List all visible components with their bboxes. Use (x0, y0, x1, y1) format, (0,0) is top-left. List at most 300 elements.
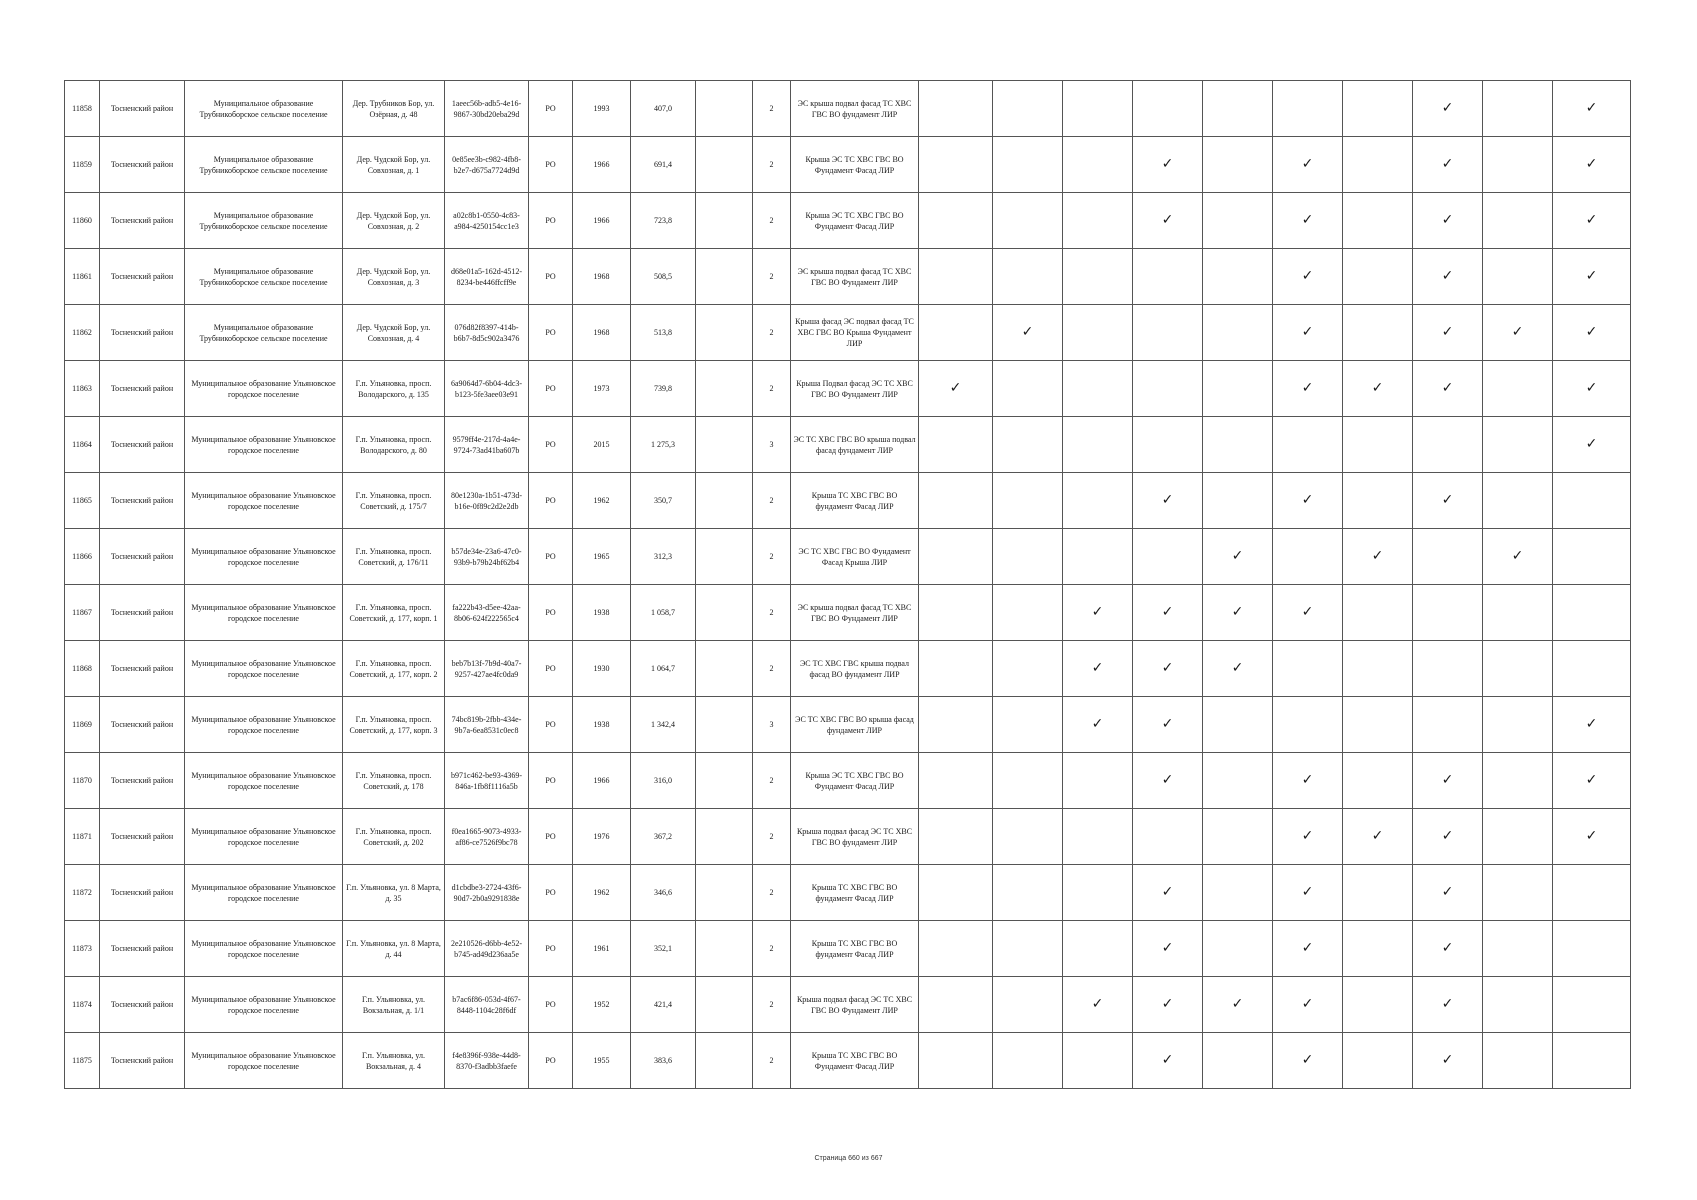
check-cell-5 (1203, 305, 1273, 361)
check-mark-icon: ✓ (1441, 940, 1454, 956)
cell-id: 11864 (65, 417, 100, 473)
check-cell-4 (1133, 865, 1203, 921)
check-cell-2 (993, 809, 1063, 865)
cell-guid: 74bc819b-2fbb-434e-9b7a-6ea8531c0ec8 (445, 697, 529, 753)
cell-guid: 80e1230a-1b51-473d-b16e-0f89c2d2e2db (445, 473, 529, 529)
table-row (65, 361, 1631, 417)
cell-works: ЭС ТС ХВС ГВС ВО крыша фасад фундамент ЛИР (791, 697, 919, 753)
cell-id: 11863 (65, 361, 100, 417)
cell-guid: d1cbdbe3-2724-43f6-90d7-2b0a9291838e (445, 865, 529, 921)
cell-floors: 2 (753, 473, 791, 529)
check-mark-icon: ✓ (1231, 660, 1244, 676)
cell-year: 1968 (573, 305, 631, 361)
cell-works: Крыша ЭС ТС ХВС ГВС ВО Фундамент Фасад ЛИР (791, 753, 919, 809)
check-cell-8 (1413, 529, 1483, 585)
cell-district: Тосненский район (100, 361, 185, 417)
check-cell-2 (993, 137, 1063, 193)
check-cell-8 (1413, 1033, 1483, 1089)
check-mark-icon: ✓ (1161, 156, 1174, 172)
check-cell-10 (1553, 305, 1631, 361)
check-mark-icon: ✓ (1301, 492, 1314, 508)
cell-id: 11872 (65, 865, 100, 921)
check-mark-icon: ✓ (1441, 324, 1454, 340)
check-mark-icon: ✓ (1231, 548, 1244, 564)
check-cell-10 (1553, 81, 1631, 137)
check-cell-4 (1133, 305, 1203, 361)
cell-municipality: Муниципальное образование Ульяновское городское поселение (185, 641, 343, 697)
check-mark-icon: ✓ (1441, 1052, 1454, 1068)
cell-guid: fa222b43-d5ee-42aa-8b06-624f222565c4 (445, 585, 529, 641)
cell-works: ЭС ТС ХВС ГВС крыша подвал фасад ВО фундамент ЛИР (791, 641, 919, 697)
cell-address: Г.п. Ульяновка, просп. Володарского, д. 135 (343, 361, 445, 417)
check-cell-3 (1063, 641, 1133, 697)
cell-district: Тосненский район (100, 697, 185, 753)
cell-type: РО (529, 473, 573, 529)
cell-floors: 2 (753, 809, 791, 865)
check-cell-8 (1413, 81, 1483, 137)
check-cell-2 (993, 697, 1063, 753)
cell-area: 352,1 (631, 921, 696, 977)
cell-works: ЭС ТС ХВС ГВС ВО Фундамент Фасад Крыша ЛИР (791, 529, 919, 585)
check-cell-8 (1413, 697, 1483, 753)
check-cell-2 (993, 417, 1063, 473)
check-cell-8 (1413, 977, 1483, 1033)
check-cell-10 (1553, 585, 1631, 641)
cell-district: Тосненский район (100, 809, 185, 865)
check-cell-2 (993, 81, 1063, 137)
table-row (65, 921, 1631, 977)
table-row (65, 641, 1631, 697)
table-row (65, 697, 1631, 753)
cell-id: 11870 (65, 753, 100, 809)
check-mark-icon: ✓ (1301, 380, 1314, 396)
cell-works: Крыша Подвал фасад ЭС ТС ХВС ГВС ВО Фундамент ЛИР (791, 361, 919, 417)
cell-extra (696, 1033, 753, 1089)
cell-address: Г.п. Ульяновка, ул. 8 Марта, д. 44 (343, 921, 445, 977)
check-mark-icon: ✓ (1301, 996, 1314, 1012)
cell-year: 1962 (573, 865, 631, 921)
cell-works: Крыша ТС ХВС ГВС ВО фундамент Фасад ЛИР (791, 921, 919, 977)
check-cell-1 (919, 137, 993, 193)
check-mark-icon: ✓ (1021, 324, 1034, 340)
cell-municipality: Муниципальное образование Ульяновское городское поселение (185, 697, 343, 753)
check-mark-icon: ✓ (1161, 492, 1174, 508)
check-cell-10 (1553, 697, 1631, 753)
table-row (65, 977, 1631, 1033)
cell-extra (696, 473, 753, 529)
check-cell-6 (1273, 529, 1343, 585)
cell-municipality: Муниципальное образование Ульяновское городское поселение (185, 1033, 343, 1089)
cell-area: 407,0 (631, 81, 696, 137)
check-cell-1 (919, 921, 993, 977)
check-mark-icon: ✓ (1585, 156, 1598, 172)
check-cell-3 (1063, 137, 1133, 193)
check-cell-10 (1553, 1033, 1631, 1089)
check-cell-9 (1483, 305, 1553, 361)
check-cell-3 (1063, 865, 1133, 921)
cell-district: Тосненский район (100, 193, 185, 249)
check-cell-9 (1483, 1033, 1553, 1089)
cell-area: 1 275,3 (631, 417, 696, 473)
table-row (65, 1033, 1631, 1089)
check-cell-4 (1133, 529, 1203, 585)
cell-id: 11862 (65, 305, 100, 361)
cell-extra (696, 361, 753, 417)
cell-year: 1966 (573, 137, 631, 193)
cell-address: Г.п. Ульяновка, просп. Советский, д. 177, корп. 1 (343, 585, 445, 641)
cell-works: ЭС крыша подвал фасад ТС ХВС ГВС ВО фундамент ЛИР (791, 81, 919, 137)
cell-extra (696, 697, 753, 753)
table-row (65, 809, 1631, 865)
table-row (65, 81, 1631, 137)
check-cell-6 (1273, 585, 1343, 641)
cell-extra (696, 641, 753, 697)
check-cell-4 (1133, 137, 1203, 193)
cell-type: РО (529, 585, 573, 641)
cell-id: 11861 (65, 249, 100, 305)
check-cell-3 (1063, 921, 1133, 977)
check-mark-icon: ✓ (1301, 772, 1314, 788)
cell-id: 11865 (65, 473, 100, 529)
check-cell-4 (1133, 641, 1203, 697)
check-mark-icon: ✓ (1161, 940, 1174, 956)
cell-area: 316,0 (631, 753, 696, 809)
cell-floors: 2 (753, 361, 791, 417)
check-cell-1 (919, 529, 993, 585)
check-cell-5 (1203, 753, 1273, 809)
cell-id: 11867 (65, 585, 100, 641)
check-mark-icon: ✓ (1301, 212, 1314, 228)
cell-floors: 2 (753, 1033, 791, 1089)
check-cell-1 (919, 81, 993, 137)
check-mark-icon: ✓ (1441, 884, 1454, 900)
cell-guid: 6a9064d7-6b04-4dc3-b123-5fe3aee03e91 (445, 361, 529, 417)
page-footer: Страница 660 из 667 (814, 1155, 883, 1162)
check-mark-icon: ✓ (1091, 996, 1104, 1012)
table-row (65, 585, 1631, 641)
check-cell-1 (919, 977, 993, 1033)
cell-type: РО (529, 361, 573, 417)
cell-guid: b57de34e-23a6-47c0-93b9-b79b24bf62b4 (445, 529, 529, 585)
check-cell-2 (993, 1033, 1063, 1089)
cell-municipality: Муниципальное образование Ульяновское городское поселение (185, 361, 343, 417)
check-cell-6 (1273, 641, 1343, 697)
cell-area: 383,6 (631, 1033, 696, 1089)
cell-municipality: Муниципальное образование Ульяновское городское поселение (185, 417, 343, 473)
cell-extra (696, 529, 753, 585)
check-cell-2 (993, 193, 1063, 249)
check-cell-8 (1413, 921, 1483, 977)
check-cell-1 (919, 585, 993, 641)
table-row (65, 529, 1631, 585)
cell-area: 421,4 (631, 977, 696, 1033)
cell-extra (696, 81, 753, 137)
check-cell-4 (1133, 473, 1203, 529)
check-cell-4 (1133, 193, 1203, 249)
check-cell-5 (1203, 81, 1273, 137)
cell-year: 1962 (573, 473, 631, 529)
cell-type: РО (529, 137, 573, 193)
check-cell-3 (1063, 585, 1133, 641)
cell-type: РО (529, 865, 573, 921)
cell-extra (696, 417, 753, 473)
check-cell-10 (1553, 753, 1631, 809)
check-mark-icon: ✓ (1091, 716, 1104, 732)
check-mark-icon: ✓ (1161, 660, 1174, 676)
check-mark-icon: ✓ (1301, 156, 1314, 172)
check-cell-6 (1273, 865, 1343, 921)
cell-works: ЭС ТС ХВС ГВС ВО крыша подвал фасад фундамент ЛИР (791, 417, 919, 473)
cell-type: РО (529, 305, 573, 361)
check-cell-9 (1483, 809, 1553, 865)
check-cell-9 (1483, 529, 1553, 585)
check-mark-icon: ✓ (1511, 324, 1524, 340)
check-mark-icon: ✓ (1301, 268, 1314, 284)
check-cell-9 (1483, 193, 1553, 249)
cell-type: РО (529, 977, 573, 1033)
check-cell-10 (1553, 249, 1631, 305)
check-cell-2 (993, 529, 1063, 585)
check-cell-8 (1413, 137, 1483, 193)
check-cell-2 (993, 865, 1063, 921)
check-cell-3 (1063, 753, 1133, 809)
cell-area: 723,8 (631, 193, 696, 249)
check-cell-4 (1133, 249, 1203, 305)
cell-district: Тосненский район (100, 641, 185, 697)
cell-works: Крыша ТС ХВС ГВС ВО фундамент Фасад ЛИР (791, 473, 919, 529)
cell-address: Г.п. Ульяновка, просп. Советский, д. 178 (343, 753, 445, 809)
cell-area: 1 058,7 (631, 585, 696, 641)
cell-extra (696, 753, 753, 809)
check-cell-4 (1133, 809, 1203, 865)
cell-floors: 2 (753, 641, 791, 697)
check-cell-7 (1343, 473, 1413, 529)
check-cell-3 (1063, 305, 1133, 361)
check-mark-icon: ✓ (1231, 604, 1244, 620)
check-cell-6 (1273, 417, 1343, 473)
cell-guid: a02c8b1-0550-4c83-a984-4250154cc1e3 (445, 193, 529, 249)
cell-id: 11874 (65, 977, 100, 1033)
cell-address: Г.п. Ульяновка, просп. Володарского, д. 80 (343, 417, 445, 473)
cell-year: 1966 (573, 193, 631, 249)
check-mark-icon: ✓ (1301, 1052, 1314, 1068)
check-cell-9 (1483, 249, 1553, 305)
check-cell-10 (1553, 641, 1631, 697)
cell-municipality: Муниципальное образование Ульяновское городское поселение (185, 809, 343, 865)
check-cell-5 (1203, 641, 1273, 697)
check-mark-icon: ✓ (1585, 100, 1598, 116)
check-cell-9 (1483, 921, 1553, 977)
cell-district: Тосненский район (100, 249, 185, 305)
check-cell-5 (1203, 1033, 1273, 1089)
check-cell-9 (1483, 753, 1553, 809)
cell-year: 1993 (573, 81, 631, 137)
check-cell-5 (1203, 137, 1273, 193)
cell-works: Крыша ЭС ТС ХВС ГВС ВО Фундамент Фасад ЛИР (791, 193, 919, 249)
cell-area: 739,8 (631, 361, 696, 417)
check-cell-2 (993, 921, 1063, 977)
check-mark-icon: ✓ (1161, 996, 1174, 1012)
cell-type: РО (529, 81, 573, 137)
check-mark-icon: ✓ (1371, 828, 1384, 844)
cell-municipality: Муниципальное образование Ульяновское городское поселение (185, 921, 343, 977)
check-cell-7 (1343, 137, 1413, 193)
table-row (65, 753, 1631, 809)
cell-area: 513,8 (631, 305, 696, 361)
cell-works: Крыша ЭС ТС ХВС ГВС ВО Фундамент Фасад ЛИР (791, 137, 919, 193)
check-mark-icon: ✓ (1585, 772, 1598, 788)
check-cell-1 (919, 641, 993, 697)
cell-address: Дер. Чудской Бор, ул. Совхозная, д. 2 (343, 193, 445, 249)
cell-floors: 2 (753, 585, 791, 641)
cell-year: 1968 (573, 249, 631, 305)
check-cell-1 (919, 193, 993, 249)
table-row (65, 249, 1631, 305)
cell-guid: f0ea1665-9073-4933-af86-ce7526f9bc78 (445, 809, 529, 865)
check-mark-icon: ✓ (1585, 380, 1598, 396)
check-mark-icon: ✓ (1585, 828, 1598, 844)
cell-type: РО (529, 529, 573, 585)
cell-address: Г.п. Ульяновка, ул. 8 Марта, д. 35 (343, 865, 445, 921)
cell-id: 11866 (65, 529, 100, 585)
check-mark-icon: ✓ (1161, 716, 1174, 732)
check-mark-icon: ✓ (1441, 212, 1454, 228)
check-mark-icon: ✓ (1301, 324, 1314, 340)
check-cell-3 (1063, 473, 1133, 529)
cell-district: Тосненский район (100, 1033, 185, 1089)
check-cell-3 (1063, 529, 1133, 585)
check-cell-5 (1203, 865, 1273, 921)
check-mark-icon: ✓ (1585, 436, 1598, 452)
check-cell-2 (993, 249, 1063, 305)
check-cell-5 (1203, 697, 1273, 753)
check-mark-icon: ✓ (1441, 380, 1454, 396)
check-cell-4 (1133, 921, 1203, 977)
cell-id: 11871 (65, 809, 100, 865)
cell-area: 346,6 (631, 865, 696, 921)
check-mark-icon: ✓ (1585, 268, 1598, 284)
check-cell-7 (1343, 529, 1413, 585)
check-cell-10 (1553, 809, 1631, 865)
cell-id: 11868 (65, 641, 100, 697)
cell-type: РО (529, 193, 573, 249)
cell-works: Крыша подвал фасад ЭС ТС ХВС ГВС ВО Фундамент ЛИР (791, 977, 919, 1033)
check-cell-6 (1273, 977, 1343, 1033)
check-cell-8 (1413, 641, 1483, 697)
cell-address: Г.п. Ульяновка, ул. Вокзальная, д. 1/1 (343, 977, 445, 1033)
cell-year: 1966 (573, 753, 631, 809)
cell-guid: b971c462-be93-4369-846a-1fb8f1116a5b (445, 753, 529, 809)
cell-type: РО (529, 249, 573, 305)
cell-floors: 2 (753, 529, 791, 585)
check-cell-3 (1063, 81, 1133, 137)
check-cell-5 (1203, 361, 1273, 417)
check-cell-2 (993, 473, 1063, 529)
check-mark-icon: ✓ (1161, 1052, 1174, 1068)
cell-year: 1952 (573, 977, 631, 1033)
cell-address: Дер. Чудской Бор, ул. Совхозная, д. 4 (343, 305, 445, 361)
cell-municipality: Муниципальное образование Ульяновское городское поселение (185, 473, 343, 529)
check-cell-5 (1203, 921, 1273, 977)
check-cell-3 (1063, 193, 1133, 249)
cell-district: Тосненский район (100, 585, 185, 641)
check-cell-4 (1133, 753, 1203, 809)
check-cell-4 (1133, 1033, 1203, 1089)
check-cell-2 (993, 305, 1063, 361)
check-cell-7 (1343, 865, 1413, 921)
check-cell-10 (1553, 977, 1631, 1033)
cell-floors: 2 (753, 305, 791, 361)
cell-guid: 9579ff4e-217d-4a4e-9724-73ad41ba607b (445, 417, 529, 473)
cell-year: 1965 (573, 529, 631, 585)
check-cell-7 (1343, 809, 1413, 865)
cell-type: РО (529, 697, 573, 753)
check-cell-4 (1133, 361, 1203, 417)
check-cell-1 (919, 249, 993, 305)
cell-extra (696, 865, 753, 921)
check-cell-8 (1413, 585, 1483, 641)
check-cell-7 (1343, 193, 1413, 249)
check-cell-6 (1273, 81, 1343, 137)
check-cell-4 (1133, 977, 1203, 1033)
cell-area: 508,5 (631, 249, 696, 305)
check-cell-5 (1203, 809, 1273, 865)
cell-guid: d68e01a5-162d-4512-8234-be446ffcff9e (445, 249, 529, 305)
cell-guid: 2e210526-d6bb-4e52-b745-ad49d236aa5e (445, 921, 529, 977)
check-cell-8 (1413, 473, 1483, 529)
cell-floors: 2 (753, 865, 791, 921)
check-cell-2 (993, 977, 1063, 1033)
check-cell-6 (1273, 473, 1343, 529)
cell-works: ЭС крыша подвал фасад ТС ХВС ГВС ВО Фундамент ЛИР (791, 585, 919, 641)
cell-district: Тосненский район (100, 81, 185, 137)
cell-extra (696, 193, 753, 249)
check-cell-5 (1203, 585, 1273, 641)
check-cell-7 (1343, 1033, 1413, 1089)
cell-floors: 2 (753, 921, 791, 977)
cell-type: РО (529, 417, 573, 473)
check-cell-1 (919, 1033, 993, 1089)
check-mark-icon: ✓ (1231, 996, 1244, 1012)
check-mark-icon: ✓ (1301, 884, 1314, 900)
cell-address: Дер. Трубников Бор, ул. Озёрная, д. 48 (343, 81, 445, 137)
check-mark-icon: ✓ (1585, 212, 1598, 228)
check-mark-icon: ✓ (1585, 324, 1598, 340)
check-cell-8 (1413, 249, 1483, 305)
check-cell-3 (1063, 977, 1133, 1033)
cell-municipality: Муниципальное образование Ульяновское городское поселение (185, 529, 343, 585)
cell-type: РО (529, 921, 573, 977)
check-cell-4 (1133, 697, 1203, 753)
check-mark-icon: ✓ (1441, 996, 1454, 1012)
check-mark-icon: ✓ (1161, 604, 1174, 620)
check-cell-7 (1343, 81, 1413, 137)
check-mark-icon: ✓ (1371, 380, 1384, 396)
cell-address: Г.п. Ульяновка, просп. Советский, д. 177, корп. 3 (343, 697, 445, 753)
cell-area: 1 342,4 (631, 697, 696, 753)
check-cell-10 (1553, 865, 1631, 921)
cell-area: 367,2 (631, 809, 696, 865)
check-cell-3 (1063, 417, 1133, 473)
cell-municipality: Муниципальное образование Трубникоборское сельское поселение (185, 81, 343, 137)
cell-year: 1930 (573, 641, 631, 697)
check-cell-7 (1343, 361, 1413, 417)
check-cell-9 (1483, 865, 1553, 921)
cell-municipality: Муниципальное образование Ульяновское городское поселение (185, 865, 343, 921)
cell-area: 350,7 (631, 473, 696, 529)
check-cell-10 (1553, 361, 1631, 417)
table-row (65, 865, 1631, 921)
